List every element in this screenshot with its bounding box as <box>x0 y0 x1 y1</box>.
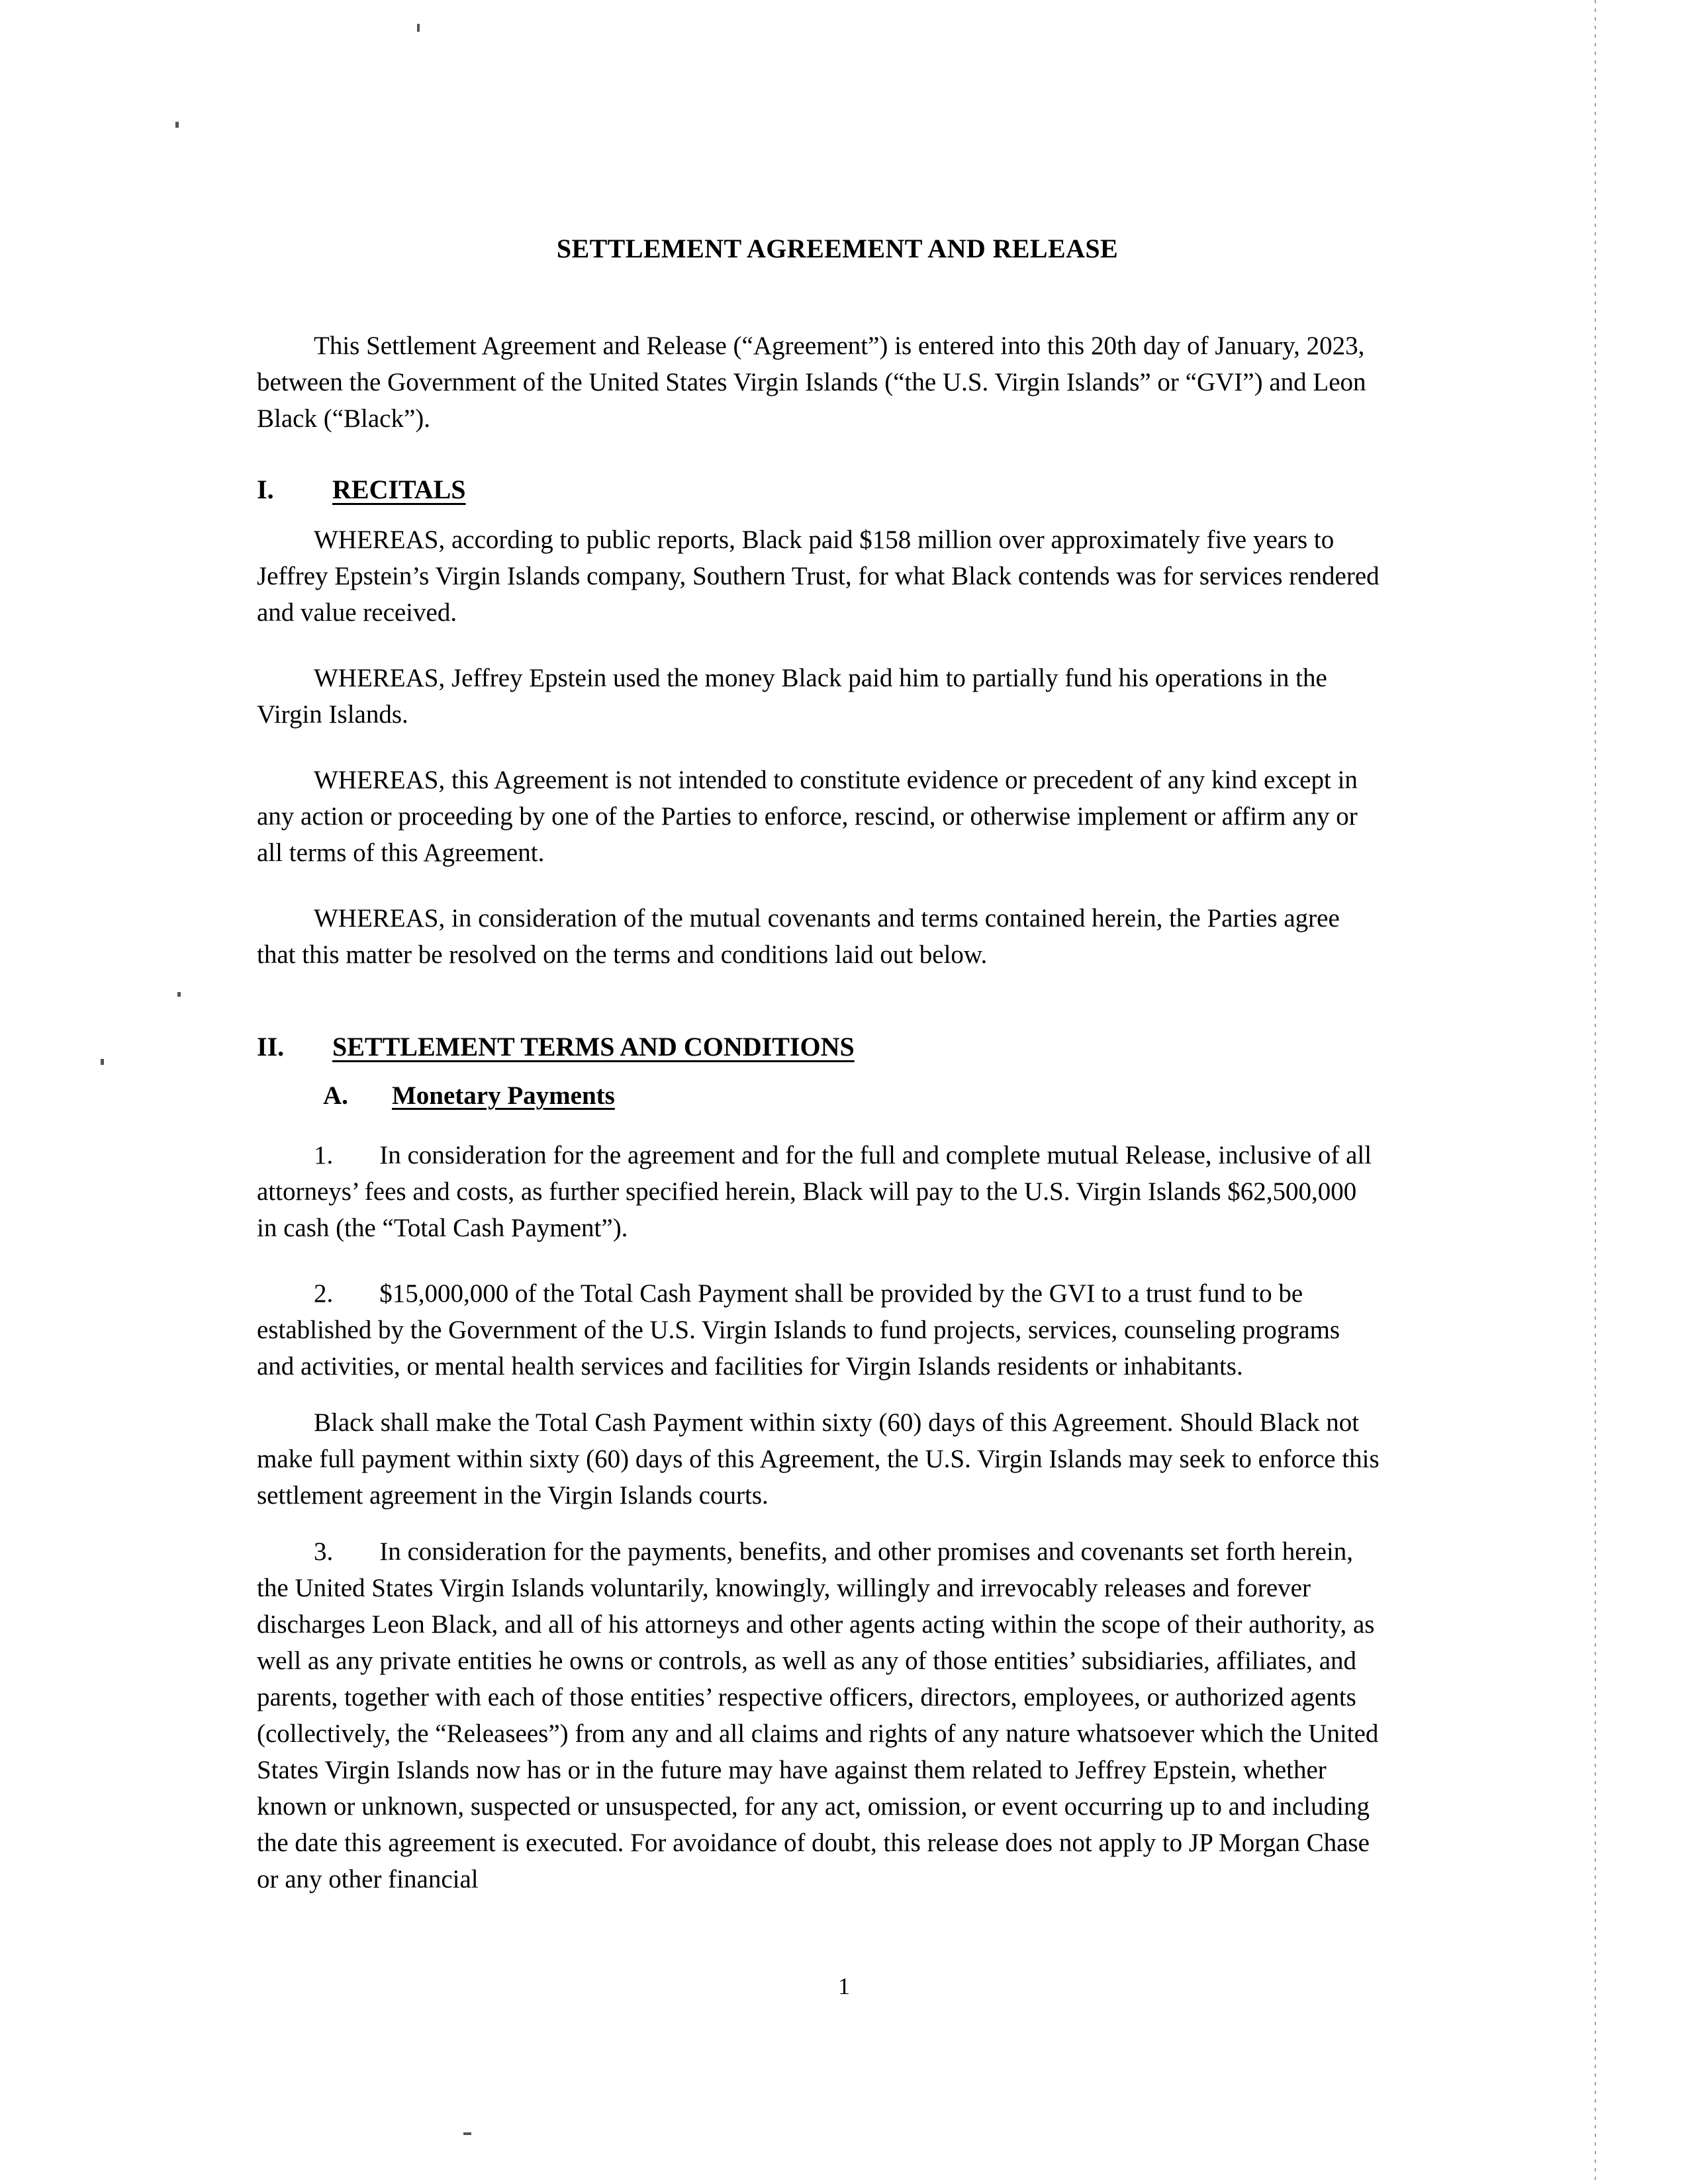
payment-deadline-text: Black shall make the Total Cash Payment within sixty (60) days of this Agreement. Should Black not make full payment within sixty (60) days of this Agreement, the U.S. Virgin Islands may seek to enforce this settlement agreement in the Virgin Islands courts. <box>257 1408 1380 1510</box>
section-numeral: II. <box>257 1032 285 1062</box>
section-numeral: I. <box>257 475 274 504</box>
recital-paragraph <box>257 762 1382 871</box>
item-number: 2. <box>314 1279 334 1308</box>
section-title: RECITALS <box>332 475 466 504</box>
recital-paragraph <box>257 900 1382 973</box>
recital-text: WHEREAS, this Agreement is not intended to constitute evidence or precedent of any kind except in any action or proceeding by one of the Parties to enforce, rescind, or otherwise implement or affirm any or all terms of this Agreement. <box>257 766 1358 867</box>
numbered-item <box>257 1275 1382 1385</box>
preamble-text: This Settlement Agreement and Release (“Agreement”) is entered into this 20th day of January, 2023, between the Government of the United States Virgin Islands (“the U.S. Virgin Islands” or “GVI”) and Leon Black (“Black”). <box>257 332 1366 433</box>
document-body <box>257 0 1382 1897</box>
item-text: $15,000,000 of the Total Cash Payment shall be provided by the GVI to a trust fund to be established by the Government of the U.S. Virgin Islands to fund projects, services, counseling programs and activities, or mental health services and facilities for Virgin Islands residents or inhabitants. <box>257 1279 1340 1381</box>
page-title: SETTLEMENT AGREEMENT AND RELEASE <box>556 234 1119 263</box>
scan-edge-artifact <box>1595 0 1596 2184</box>
item-number: 1. <box>314 1141 334 1169</box>
subsection-title: Monetary Payments <box>392 1081 615 1110</box>
numbered-item <box>257 1533 1382 1897</box>
page-number: 1 <box>838 1973 850 1999</box>
subsection-letter: A. <box>323 1081 348 1110</box>
scan-speck <box>177 992 181 997</box>
numbered-item <box>257 1137 1382 1246</box>
section-title: SETTLEMENT TERMS AND CONDITIONS <box>332 1032 855 1062</box>
recital-text: WHEREAS, according to public reports, Black paid $158 million over approximately five years to Jeffrey Epstein’s Virgin Islands company, Southern Trust, for what Black contends was for services rendered and value received. <box>257 525 1380 627</box>
payment-deadline-paragraph <box>257 1404 1382 1514</box>
recital-text: WHEREAS, in consideration of the mutual covenants and terms contained herein, the Parties agree that this matter be resolved on the terms and conditions laid out below. <box>257 904 1340 969</box>
section-heading-recitals <box>257 473 1382 507</box>
scan-speck <box>101 1059 104 1065</box>
recital-paragraph <box>257 522 1382 631</box>
recital-paragraph <box>257 660 1382 733</box>
recital-text: WHEREAS, Jeffrey Epstein used the money Black paid him to partially fund his operations in the Virgin Islands. <box>257 664 1327 729</box>
item-number: 3. <box>314 1537 334 1566</box>
scan-speck <box>175 122 179 128</box>
scan-speck <box>463 2132 471 2135</box>
item-text: In consideration for the agreement and for the full and complete mutual Release, inclusive of all attorneys’ fees and costs, as further specified herein, Black will pay to the U.S. Virgin Islands $62,500,000 in cash (the “Total Cash Payment”). <box>257 1141 1372 1242</box>
section-heading-settlement-terms <box>257 1030 1382 1064</box>
preamble-paragraph <box>257 328 1382 437</box>
subsection-heading-monetary-payments <box>257 1079 1382 1113</box>
item-text: In consideration for the payments, benefits, and other promises and covenants set forth herein, the United States Virgin Islands voluntarily, knowingly, willingly and irrevocably releases and forever discharges Leon Black, and all of his attorneys and other agents acting within the scope of their authority, as well as any private entities he owns or controls, as well as any of those entities’ subsidiaries, affiliates, and parents, together with each of those entities’ respective officers, directors, employees, or authorized agents (collectively, the “Releasees”) from any and all claims and rights of any nature whatsoever which the United States Virgin Islands now has or in the future may have against them related to Jeffrey Epstein, whether known or unknown, suspected or unsuspected, for any act, omission, or event occurring up to and including the date this agreement is executed. For avoidance of doubt, this release does not apply to JP Morgan Chase or any other financial <box>257 1537 1379 1893</box>
